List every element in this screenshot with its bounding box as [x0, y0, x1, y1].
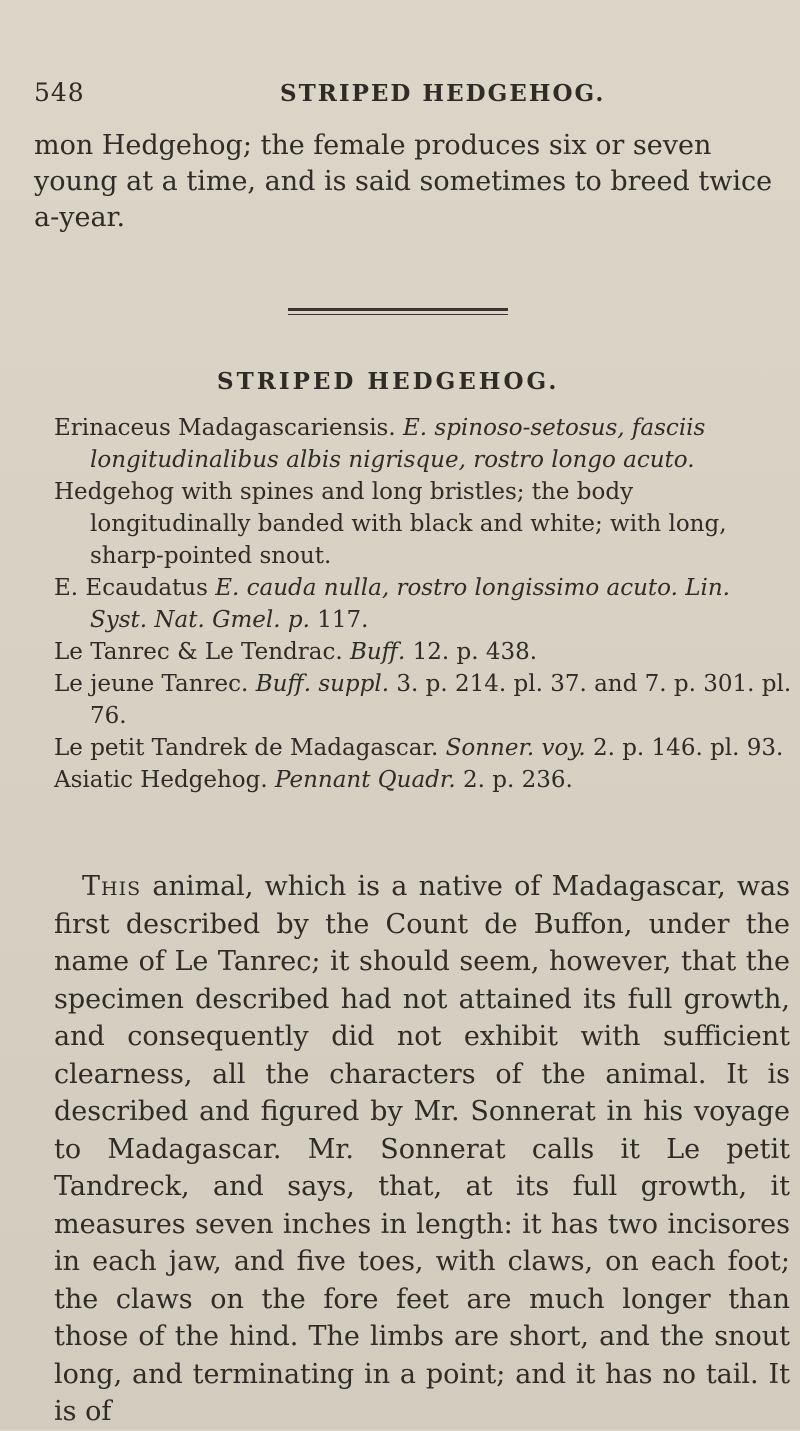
intro-text: mon Hedgehog; the female produces six or seven young at a time, and is said sometimes to breed twice a-year. — [34, 130, 773, 233]
body-text — [54, 868, 790, 1431]
intro-paragraph — [34, 128, 794, 236]
synonymy-entry: Erinaceus Madagascariensis. E. spinoso-setosus, fasciis longitudinalibus albis nigrisque, rostro longo acuto. — [54, 415, 706, 473]
synonymy-entry: Hedgehog with spines and long bristles; the body longitudinally banded with black and white; with long, sharp-pointed snout. — [54, 479, 727, 569]
dropcap-word: This — [82, 871, 142, 902]
running-head — [34, 78, 760, 118]
body-paragraph — [54, 868, 790, 1431]
synonymy-entry: Asiatic Hedgehog. Pennant Quadr. 2. p. 236. — [54, 767, 573, 793]
page-number: 548 — [34, 78, 85, 107]
synonymy-list — [54, 412, 794, 796]
section-divider — [288, 308, 508, 311]
body-content: animal, which is a native of Madagascar, was first described by the Count de Buffon, under the name of Le Tanrec; it should seem, however, that the specimen described had not attained its full growth, and consequently did not exhibit with sufficient clearness, all the characters of the animal. It is described and figured by Mr. Sonnerat in his voyage to Madagascar. Mr. Sonnerat calls it Le petit Tandreck, and says, that, at its full growth, it measures seven inches in length: it has two incisores in each jaw, and five toes, with claws, on each foot; the claws on the fore feet are much longer than those of the hind. The limbs are short, and the snout long, and terminating in a point; and it has no tail. It is of — [54, 871, 790, 1427]
synonymy-entry: Le petit Tandrek de Madagascar. Sonner. voy. 2. p. 146. pl. 93. — [54, 735, 784, 761]
running-title: STRIPED HEDGEHOG. — [280, 80, 606, 107]
synonymy-entry: E. Ecaudatus E. cauda nulla, rostro longissimo acuto. Lin. Syst. Nat. Gmel. p. 117. — [54, 575, 730, 633]
synonymy-entry: Le Tanrec & Le Tendrac. Buff. 12. p. 438. — [54, 639, 538, 665]
section-divider-thin — [288, 314, 508, 315]
synonymy-entry: Le jeune Tanrec. Buff. suppl. 3. p. 214. pl. 37. and 7. p. 301. pl. 76. — [54, 671, 792, 729]
section-title: STRIPED HEDGEHOG. — [217, 368, 560, 395]
